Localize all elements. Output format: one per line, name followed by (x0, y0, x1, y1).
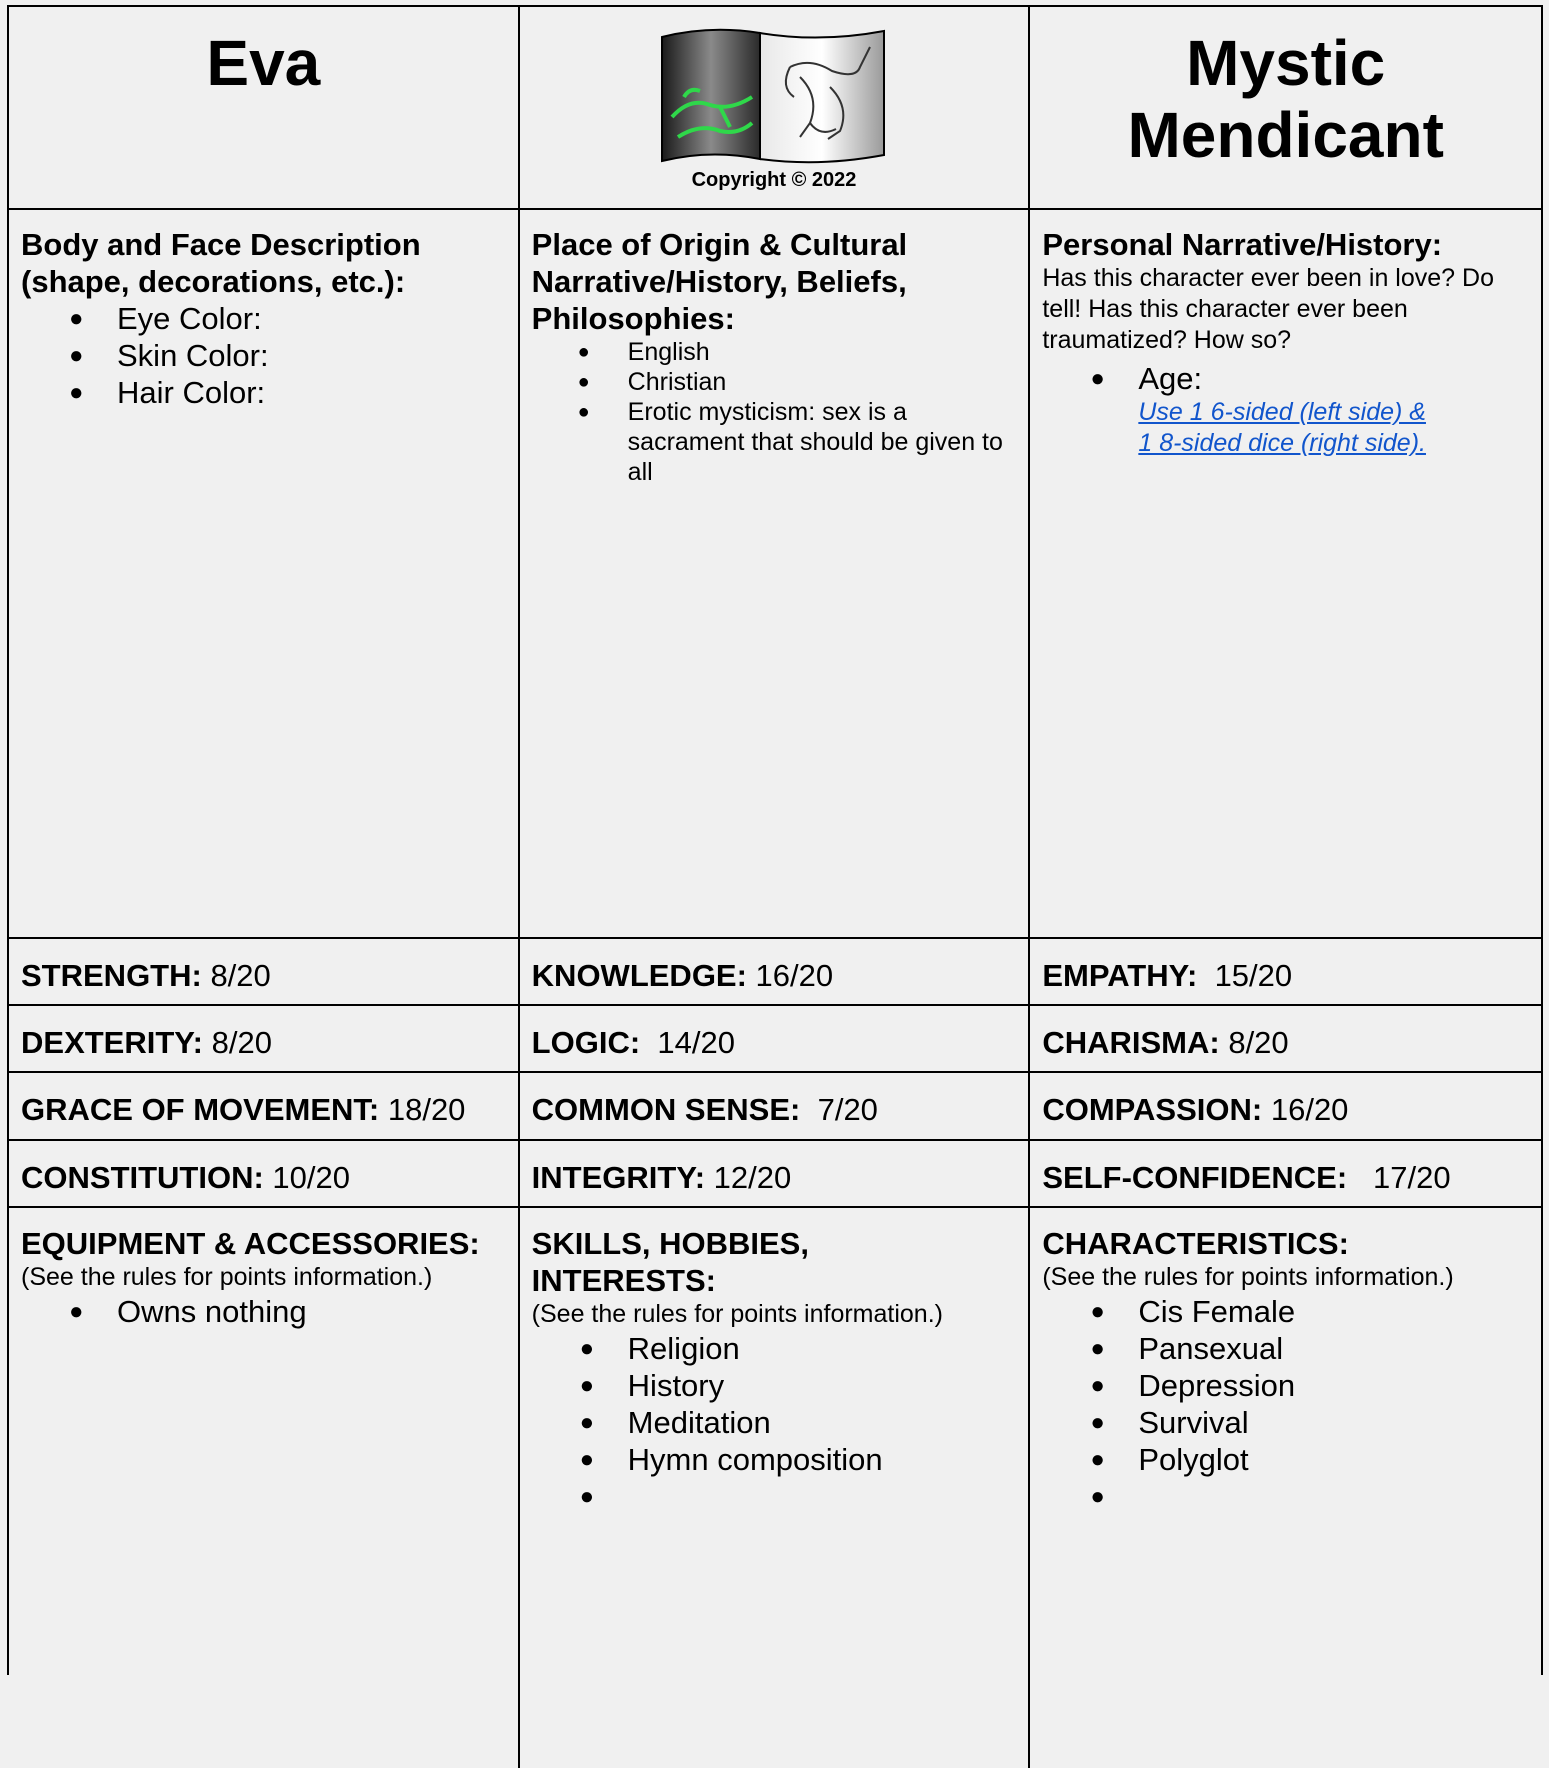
origin-title-1: Place of Origin & Cultural (531, 227, 908, 262)
skills-title-1: SKILLS, HOBBIES, (531, 1226, 809, 1261)
skills-list (532, 1330, 1017, 1515)
stat-label: COMPASSION: (1042, 1092, 1263, 1127)
age-label: ● Age: (1042, 360, 1529, 397)
stats-row-2 (9, 1006, 1541, 1073)
origin-title-2: Narrative/History, Beliefs, (531, 264, 907, 299)
copyright-text: Copyright © 2022 (691, 169, 857, 191)
stat-label: COMMON SENSE: (531, 1092, 801, 1127)
body-face-list (21, 300, 506, 411)
narrative-title: Personal Narrative/History: (1042, 227, 1443, 262)
stat-grace-of-movement[interactable] (9, 1073, 520, 1139)
stat-label: EMPATHY: (1042, 958, 1198, 993)
flag-logo-icon (660, 27, 888, 167)
equipment-note: (See the rules for points information.) (21, 1263, 433, 1291)
age-list (1042, 360, 1529, 397)
stat-label: CONSTITUTION: (21, 1160, 264, 1195)
list-item: ● Depression (1042, 1367, 1529, 1404)
dice-link-line1: Use 1 6-sided (left side) & (1138, 398, 1426, 426)
list-item: ● Meditation (532, 1404, 1017, 1441)
list-item: ● Hymn composition (532, 1441, 1017, 1478)
stat-common-sense[interactable] (520, 1073, 1031, 1139)
characteristics-title: CHARACTERISTICS: (1042, 1226, 1349, 1261)
stat-value: 8/20 (1219, 1025, 1289, 1060)
origin-list (532, 337, 1017, 487)
stat-label: GRACE OF MOVEMENT: (21, 1092, 380, 1127)
equipment-title: EQUIPMENT & ACCESSORIES: (21, 1226, 480, 1261)
origin-cell[interactable] (520, 210, 1031, 937)
stat-value: 7/20 (800, 1092, 878, 1127)
lists-row (9, 1208, 1541, 1768)
characteristics-list (1042, 1293, 1529, 1515)
list-item: ● Survival (1042, 1404, 1529, 1441)
stat-empathy[interactable] (1030, 939, 1541, 1004)
character-name: Eva (206, 27, 321, 99)
stat-label: KNOWLEDGE: (531, 958, 747, 993)
list-item: ● Eye Color: (21, 300, 506, 337)
stat-integrity[interactable] (520, 1141, 1031, 1206)
stat-value: 10/20 (263, 1160, 351, 1195)
equipment-list (21, 1293, 506, 1330)
stat-compassion[interactable] (1030, 1073, 1541, 1139)
skills-cell[interactable] (520, 1208, 1031, 1768)
character-name-cell (9, 7, 520, 208)
list-item: ● Owns nothing (21, 1293, 506, 1330)
skills-title-2: INTERESTS: (531, 1263, 716, 1298)
narrative-prompt: Has this character ever been in love? Do tell! Has this character ever been traumatized? How so? (1042, 264, 1494, 354)
body-face-title-1: Body and Face Description (21, 227, 421, 262)
stat-value: 14/20 (640, 1025, 735, 1060)
logo-cell (520, 7, 1031, 208)
stat-label: DEXTERITY: (21, 1025, 203, 1060)
stats-row-1 (9, 939, 1541, 1006)
stat-dexterity[interactable] (9, 1006, 520, 1071)
list-item: ● Skin Color: (21, 337, 506, 374)
stat-constitution[interactable] (9, 1141, 520, 1206)
class-title (1042, 27, 1529, 171)
class-title-cell (1030, 7, 1541, 208)
stat-value: 12/20 (705, 1160, 792, 1195)
origin-title-3: Philosophies: (531, 301, 735, 336)
list-item: ● Christian (532, 367, 1017, 397)
stat-value: 15/20 (1197, 958, 1293, 993)
character-sheet (7, 5, 1543, 1675)
dice-link-line2: 1 8-sided dice (right side). (1138, 429, 1426, 457)
narrative-cell[interactable] (1030, 210, 1541, 937)
list-item: ● English (532, 337, 1017, 367)
stats-row-4 (9, 1141, 1541, 1208)
stat-value: 18/20 (379, 1092, 466, 1127)
header-row (9, 7, 1541, 210)
stats-row-3 (9, 1073, 1541, 1141)
description-row (9, 210, 1541, 939)
list-item-empty (1042, 1478, 1529, 1515)
dice-rules-link[interactable] (1042, 397, 1529, 459)
stat-value: 16/20 (746, 958, 834, 993)
body-face-title-2: (shape, decorations, etc.): (21, 264, 406, 299)
class-title-line1: Mystic (1186, 27, 1386, 99)
stat-value: 8/20 (201, 958, 271, 993)
list-item: ● Hair Color: (21, 374, 506, 411)
list-item: ● Pansexual (1042, 1330, 1529, 1367)
list-item: ● History (532, 1367, 1017, 1404)
list-item: ● Cis Female (1042, 1293, 1529, 1330)
list-item: ● Polyglot (1042, 1441, 1529, 1478)
stat-label: LOGIC: (531, 1025, 641, 1060)
stat-knowledge[interactable] (520, 939, 1031, 1004)
stat-value: 8/20 (203, 1025, 272, 1060)
stat-label: SELF-CONFIDENCE: (1042, 1160, 1348, 1195)
stat-charisma[interactable] (1030, 1006, 1541, 1071)
stat-label: CHARISMA: (1042, 1025, 1220, 1060)
list-item-empty (532, 1478, 1017, 1515)
stat-value: 16/20 (1262, 1092, 1349, 1127)
stat-label: STRENGTH: (21, 958, 202, 993)
class-title-line2: Mendicant (1127, 99, 1444, 171)
list-item: ● Erotic mysticism: sex is a sacrament that should be given to all (532, 397, 1017, 487)
stat-logic[interactable] (520, 1006, 1031, 1071)
body-face-cell[interactable] (9, 210, 520, 937)
stat-self-confidence[interactable] (1030, 1141, 1541, 1206)
equipment-cell[interactable] (9, 1208, 520, 1768)
stat-value: 17/20 (1347, 1160, 1451, 1195)
characteristics-cell[interactable] (1030, 1208, 1541, 1768)
characteristics-note: (See the rules for points information.) (1042, 1263, 1454, 1291)
skills-note: (See the rules for points information.) (531, 1300, 943, 1328)
stat-label: INTEGRITY: (531, 1160, 706, 1195)
list-item: ● Religion (532, 1330, 1017, 1367)
stat-strength[interactable] (9, 939, 520, 1004)
